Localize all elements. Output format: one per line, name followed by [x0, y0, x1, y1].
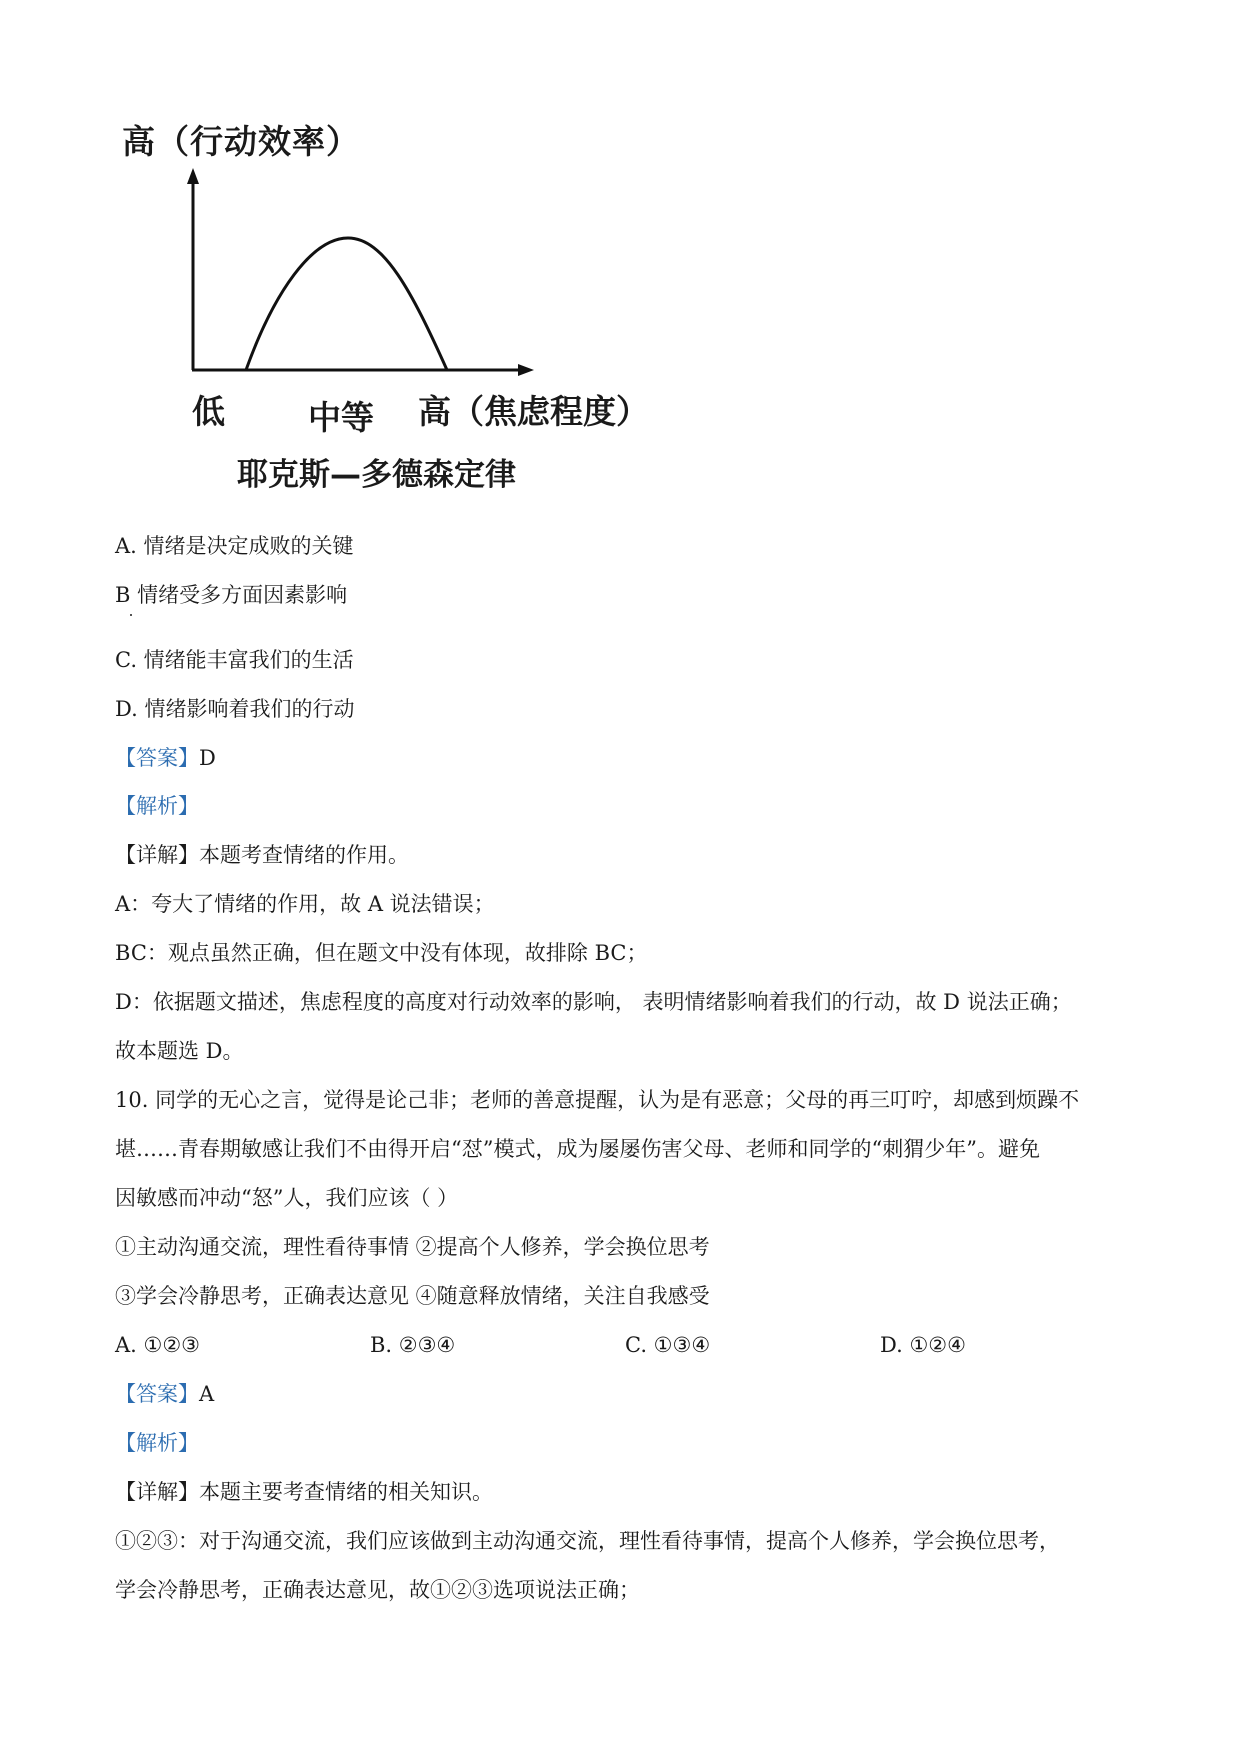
q10-choice-b: B. ②③④: [370, 1333, 456, 1357]
q10-statements-line-2: ③学会冷静思考，正确表达意见 ④随意释放情绪，关注自我感受: [115, 1284, 710, 1308]
q10-stem-line-1: 10. 同学的无心之言，觉得是论己非；老师的善意提醒，认为是有恶意；父母的再三叮咛，却感到烦躁不: [115, 1088, 1080, 1112]
q9-detail-line-2: A：夸大了情绪的作用，故 A 说法错误；: [115, 892, 495, 916]
q10-answer: [115, 1380, 214, 1408]
figure-x-axis-arrow: [518, 364, 534, 376]
figure-x-label-high: 高（焦虑程度）: [418, 392, 649, 431]
q10-analysis-tag: 【解析】: [115, 1431, 199, 1455]
q10-choice-c: C. ①③④: [625, 1333, 711, 1357]
q9-answer-tag: 【答案】: [115, 746, 199, 770]
scan-dot: [130, 614, 132, 616]
q9-option-b: B 情绪受多方面因素影响: [115, 583, 348, 607]
q10-detail-line-3: 学会冷静思考，正确表达意见，故①②③选项说法正确；: [115, 1578, 640, 1602]
q9-detail-line-5: 故本题选 D。: [115, 1039, 244, 1063]
q9-detail-line-1: 【详解】本题考查情绪的作用。: [115, 843, 409, 867]
figure-y-axis-arrow: [187, 168, 199, 184]
q10-stem-line-3: 因敏感而冲动“怒”人，我们应该（ ）: [115, 1186, 459, 1210]
q9-option-d: D. 情绪影响着我们的行动: [115, 697, 355, 721]
q10-choice-d: D. ①②④: [880, 1333, 966, 1357]
q10-detail-line-2: ①②③：对于沟通交流，我们应该做到主动沟通交流，理性看待事情，提高个人修养，学会换位思考，: [115, 1529, 1060, 1553]
q10-choice-a: A. ①②③: [115, 1333, 200, 1357]
q10-stem-line-2: 堪……青春期敏感让我们不由得开启“怼”模式，成为屡屡伤害父母、老师和同学的“刺猬少年”。避免: [115, 1137, 1040, 1161]
q10-statements-line-1: ①主动沟通交流，理性看待事情 ②提高个人修养，学会换位思考: [115, 1235, 710, 1259]
q9-detail-line-3: BC：观点虽然正确，但在题文中没有体现，故排除 BC；: [115, 941, 648, 965]
figure-y-axis-title: 高（行动效率）: [122, 122, 360, 161]
figure-inverted-u-curve: [246, 238, 447, 370]
figure-x-label-low: 低: [192, 392, 225, 431]
q9-answer: [115, 744, 216, 772]
q9-option-c: C. 情绪能丰富我们的生活: [115, 648, 354, 672]
yerkes-dodson-figure: [112, 112, 672, 512]
figure-x-label-medium: 中等: [308, 398, 374, 437]
q10-detail-line-1: 【详解】本题主要考查情绪的相关知识。: [115, 1480, 493, 1504]
q9-answer-value: D: [199, 746, 216, 770]
q9-option-a: A. 情绪是决定成败的关键: [115, 534, 354, 558]
figure-caption: 耶克斯—多德森定律: [237, 457, 516, 493]
q10-answer-tag: 【答案】: [115, 1382, 199, 1406]
q10-answer-value: A: [199, 1382, 215, 1406]
q9-analysis-tag: 【解析】: [115, 794, 199, 818]
q9-detail-line-4: D：依据题文描述，焦虑程度的高度对行动效率的影响， 表明情绪影响着我们的行动，故 D 说法正确；: [115, 990, 1072, 1014]
